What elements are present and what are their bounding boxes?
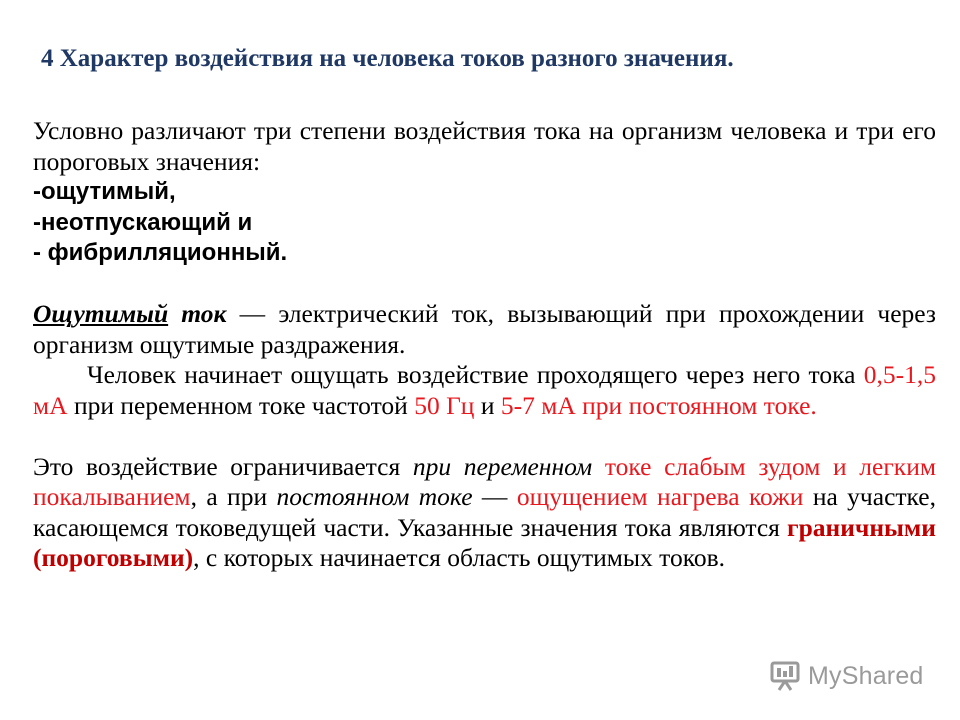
italic-run: при переменном xyxy=(412,451,593,481)
text-run: и xyxy=(474,390,501,420)
text-run xyxy=(592,452,605,481)
intro-paragraph: Условно различают три степени воздействия тока на организм человека и три его пороговых значения: xyxy=(33,116,936,176)
definition-text: — электрический ток, вызывающий при прохождении через организм ощутимые раздражения. xyxy=(33,299,936,359)
value-frequency: 50 Гц xyxy=(414,390,475,420)
watermark-text: MyShared xyxy=(808,661,924,690)
definition-term-2: ток xyxy=(181,299,227,328)
list-item: - фибрилляционный. xyxy=(33,239,288,266)
list-item: -ощутимый, xyxy=(33,178,176,205)
slide-title: 4 Характер воздействия на человека токов разного значения. xyxy=(41,45,734,72)
value-dc-threshold: 5-7 мА при постоянном токе. xyxy=(500,390,817,420)
text-run: на участке, касающемся токоведущей части. Указанные значения тока являются xyxy=(33,482,936,542)
italic-run: постоянном токе xyxy=(276,482,473,511)
list-item: -неотпускающий и xyxy=(33,208,253,236)
definition-paragraph xyxy=(33,299,936,360)
slide-body xyxy=(33,116,936,574)
text-run: Человек начинает ощущать воздействие проходящего через него тока xyxy=(87,360,864,389)
text-run: Это воздействие ограничивается xyxy=(33,451,413,481)
text-run: — xyxy=(472,482,517,511)
effect-paragraph xyxy=(33,452,936,574)
text-run: при переменном токе частотой xyxy=(67,390,415,420)
highlight-run: ощущением нагрева кожи xyxy=(516,482,804,511)
text-run: , а при xyxy=(190,482,277,511)
threshold-paragraph xyxy=(33,360,936,421)
presentation-icon xyxy=(768,660,802,692)
threshold-term: граничными (пороговыми) xyxy=(33,512,936,572)
text-run: , с которых начинается область ощутимых токов. xyxy=(193,543,725,572)
highlight-run: токе слабым зудом и легким покалыванием xyxy=(33,451,936,511)
definition-term: Ощутимый xyxy=(33,299,169,328)
value-ac-threshold: 0,5-1,5 мА xyxy=(33,360,936,420)
watermark-logo xyxy=(768,658,924,694)
